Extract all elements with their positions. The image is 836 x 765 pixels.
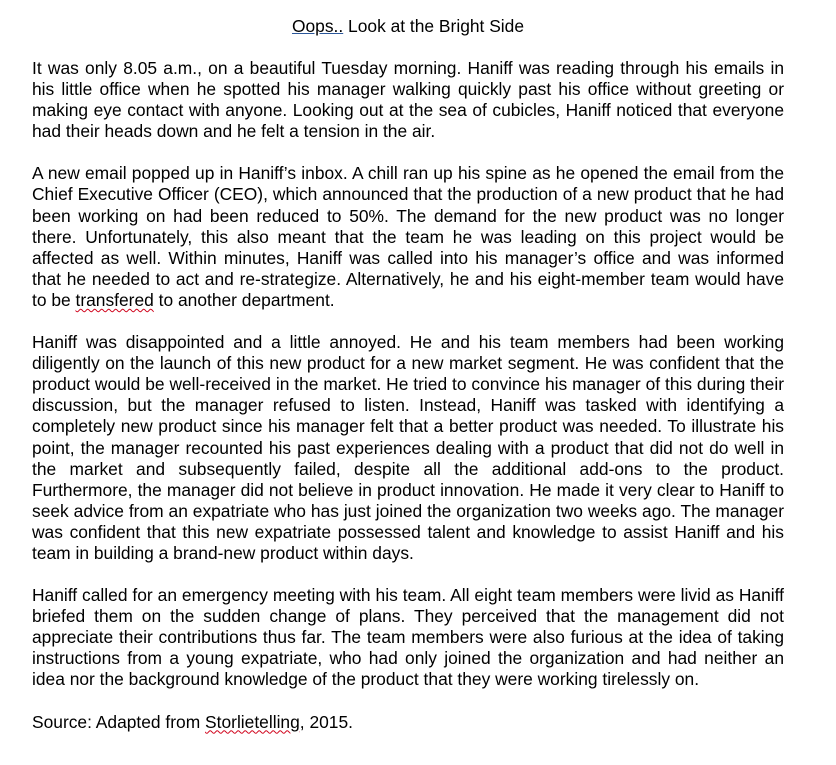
source-prefix: Source: Adapted from [32, 711, 206, 732]
paragraph-4: Haniff called for an emergency meeting with his team. All eight team members were livid as Haniff briefed them on the sudden change of plans. They perceived that the management did not appreciate their contributions thus far. The team members were also furious at the idea of taking instructions from a young expatriate, who had only joined the organization and had neither an idea nor the background knowledge of the product that they were working tirelessly on. [32, 585, 784, 690]
title-rest: Look at the Bright Side [343, 16, 525, 36]
source-suffix: , 2015. [299, 711, 353, 732]
misspelled-word: transfered [75, 289, 154, 310]
paragraph-2-end: to another department. [153, 289, 335, 310]
document-page [32, 16, 784, 733]
paragraph-1: It was only 8.05 a.m., on a beautiful Tuesday morning. Haniff was reading through his emails in his little office when he spotted his manager walking quickly past his office without greeting or making eye contact with anyone. Looking out at the sea of cubicles, Haniff noticed that everyone had their heads down and he felt a tension in the air. [32, 58, 784, 142]
paragraph-3: Haniff was disappointed and a little annoyed. He and his team members had been working diligently on the launch of this new product for a new market segment. He was confident that the product would be well-received in the market. He tried to convince his manager of this during their discussion, but the manager refused to listen. Instead, Haniff was tasked with identifying a completely new product since his manager felt that a better product was needed. To illustrate his point, the manager recounted his past experiences dealing with a product that did not do well in the market and subsequently failed, despite all the additional add-ons to the product. Furthermore, the manager did not believe in product innovation. He made it very clear to Haniff to seek advice from an expatriate who has just joined the organization two weeks ago. The manager was confident that this new expatriate possessed talent and knowledge to assist Haniff and his team in building a brand-new product within days. [32, 332, 784, 563]
title-oops: Oops.. [291, 16, 344, 36]
source-name: Storlietelling [205, 711, 300, 732]
source-line [32, 712, 784, 733]
paragraph-2-text: A new email popped up in Haniff’s inbox. A chill ran up his spine as he opened the email from the Chief Executive Officer (CEO), which announced that the production of a new product that he had been working on had been reduced to 50%. The demand for the new product was no longer there. Unfortunately, this also meant that the team he was leading on this project would be affected as well. Within minutes, Haniff was called into his manager’s office and was informed that he needed to act and re-strategize. Alternatively, he and his eight-member team would have to be [32, 163, 784, 310]
paragraph-2 [32, 163, 784, 311]
document-title [32, 16, 784, 37]
